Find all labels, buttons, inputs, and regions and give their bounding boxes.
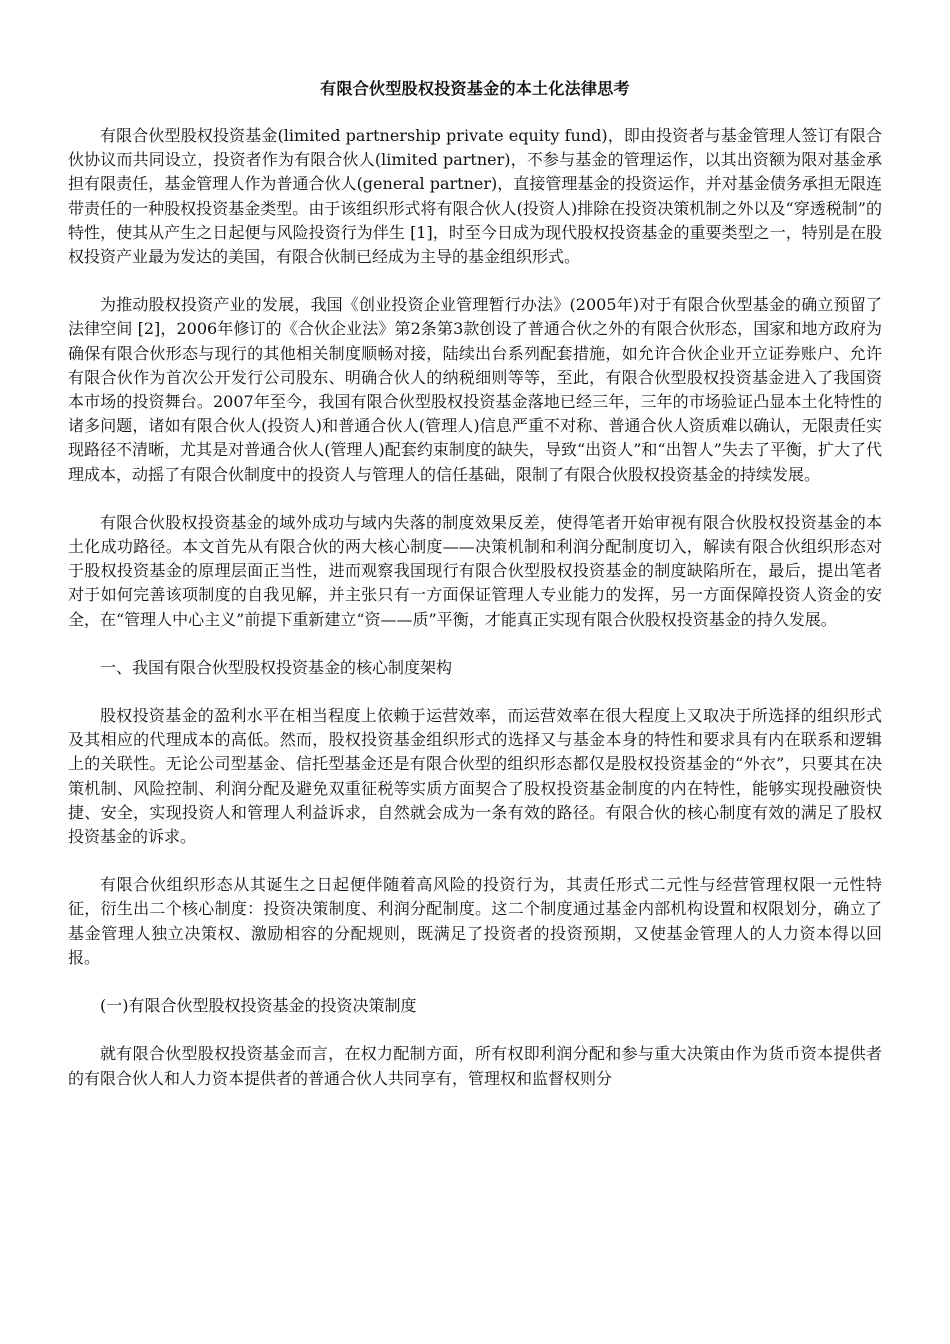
intro-paragraph-1: 有限合伙型股权投资基金(limited partnership private equity fund)，即由投资者与基金管理人签订有限合伙协议而共同设立，投资者作为有限合伙人(limited partner)，不参与基金的管理运作，以其出资额为限对基金承担有限责任，基金管理人作为普通合伙人(general partner)，直接管理基金的投资运作，并对基金债务承担无限连带责任的一种股权投资基金类型。由于该组织形式将有限合伙人(投资人)排除在投资决策机制之外以及“穿透税制”的特性，使其从产生之日起便与风险投资行为伴生 [1]，时至今日成为现代股权投资基金的重要类型之一，特别是在股权投资产业最为发达的美国，有限合伙制已经成为主导的基金组织形式。 [68, 126, 882, 267]
document-title: 有限合伙型股权投资基金的本土化法律思考 [320, 79, 630, 98]
section-heading-1: 一、我国有限合伙型股权投资基金的核心制度架构 [100, 657, 453, 677]
section1-paragraph-2: 有限合伙组织形态从其诞生之日起便伴随着高风险的投资行为，其责任形式二元性与经营管理权限一元性特征，衍生出二个核心制度：投资决策制度、利润分配制度。这二个制度通过基金内部机构设置和权限划分，确立了基金管理人独立决策权、激励相容的分配规则，既满足了投资者的投资预期，又使基金管理人的人力资本得以回报。 [68, 875, 882, 967]
intro-paragraph-2: 为推动股权投资产业的发展，我国《创业投资企业管理暂行办法》(2005年)对于有限合伙型基金的确立预留了法律空间 [2]，2006年修订的《合伙企业法》第2条第3款创设了普通合伙之外的有限合伙形态，国家和地方政府为确保有限合伙形态与现行的其他相关制度顺畅对接，陆续出台系列配套措施，如允许合伙企业开立证券账户、允许有限合伙作为首次公开发行公司股东、明确合伙人的纳税细则等等，至此，有限合伙型股权投资基金进入了我国资本市场的投资舞台。2007年至今，我国有限合伙型股权投资基金落地已经三年，三年的市场验证凸显本土化特性的诸多问题，诸如有限合伙人(投资人)和普通合伙人(管理人)信息严重不对称、普通合伙人资质难以确认，无限责任实现路径不清晰，尤其是对普通合伙人(管理人)配套约束制度的缺失，导致“出资人”和“出智人”失去了平衡，扩大了代理成本，动摇了有限合伙制度中的投资人与管理人的信任基础，限制了有限合伙股权投资基金的持续发展。 [68, 295, 882, 484]
section1-paragraph-1: 股权投资基金的盈利水平在相当程度上依赖于运营效率，而运营效率在很大程度上又取决于所选择的组织形式及其相应的代理成本的高低。然而，股权投资基金组织形式的选择又与基金本身的特性和要求具有内在联系和逻辑上的关联性。无论公司型基金、信托型基金还是有限合伙型的组织形态都仅是股权投资基金的“外衣”，只要其在决策机制、风险控制、利润分配及避免双重征税等实质方面契合了股权投资基金制度的内在特性，能够实现投融资快捷、安全，实现投资人和管理人利益诉求，自然就会成为一条有效的路径。有限合伙的核心制度有效的满足了股权投资基金的诉求。 [68, 706, 882, 847]
subsection-heading-1: (一)有限合伙型股权投资基金的投资决策制度 [100, 996, 417, 1016]
intro-paragraph-3: 有限合伙股权投资基金的域外成功与域内失落的制度效果反差，使得笔者开始审视有限合伙股权投资基金的本土化成功路径。本文首先从有限合伙的两大核心制度——决策机制和利润分配制度切入，解读有限合伙组织形态对于股权投资基金的原理层面正当性，进而观察我国现行有限合伙型股权投资基金的制度缺陷所在，最后，提出笔者对于如何完善该项制度的自我见解，并主张只有一方面保证管理人专业能力的发挥，另一方面保障投资人资金的安全，在“管理人中心主义”前提下重新建立“资——质”平衡，才能真正实现有限合伙股权投资基金的持久发展。 [68, 512, 882, 629]
document-page [68, 78, 882, 1115]
subsection1-paragraph-1: 就有限合伙型股权投资基金而言，在权力配制方面，所有权即利润分配和参与重大决策由作为货币资本提供者的有限合伙人和人力资本提供者的普通合伙人共同享有，管理权和监督权则分 [68, 1044, 882, 1088]
